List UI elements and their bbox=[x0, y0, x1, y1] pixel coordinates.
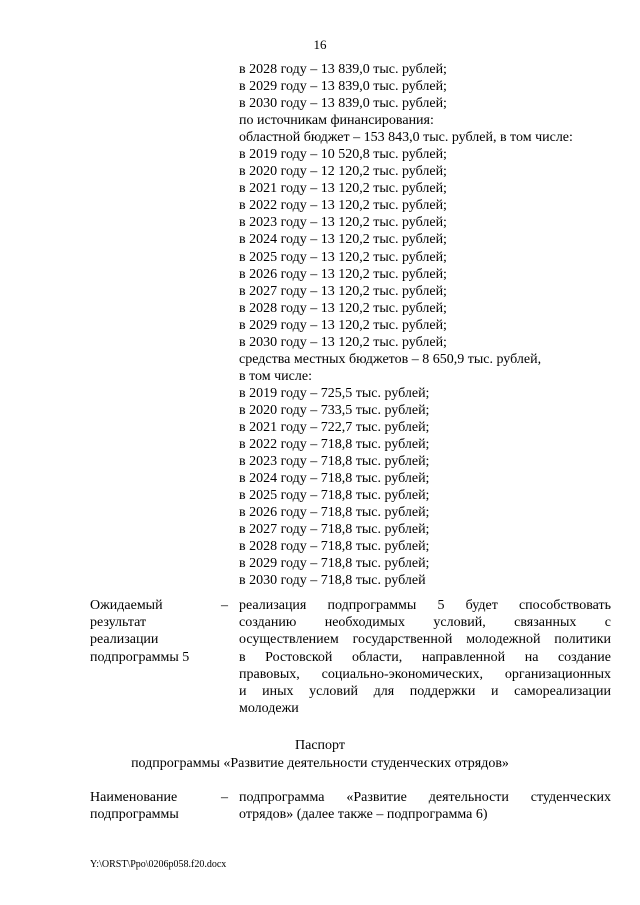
label-line: результат bbox=[90, 615, 147, 631]
separator-dash: – bbox=[221, 790, 228, 805]
text-line: в Ростовской области, направленной на создание bbox=[239, 649, 611, 665]
footer-file-path: Y:\ORST\Ppo\0206p058.f20.docx bbox=[90, 859, 227, 870]
funding-line: в 2028 году – 718,8 тыс. рублей; bbox=[239, 539, 430, 555]
text-line: молодежи bbox=[239, 701, 299, 717]
funding-line: по источникам финансирования: bbox=[239, 113, 434, 129]
funding-line: в 2026 году – 718,8 тыс. рублей; bbox=[239, 505, 430, 521]
passport-heading bbox=[0, 737, 640, 773]
text-line: подпрограмма «Развитие деятельности студенческих bbox=[239, 790, 611, 805]
funding-line: в 2030 году – 13 120,2 тыс. рублей; bbox=[239, 334, 447, 350]
funding-line: в 2021 году – 13 120,2 тыс. рублей; bbox=[239, 181, 447, 197]
expected-result-label bbox=[90, 597, 220, 666]
funding-line: областной бюджет – 153 843,0 тыс. рублей, в том числе: bbox=[239, 130, 573, 146]
funding-line: в 2024 году – 718,8 тыс. рублей; bbox=[239, 471, 430, 487]
funding-line: в 2022 году – 718,8 тыс. рублей; bbox=[239, 437, 430, 453]
funding-line: в 2025 году – 13 120,2 тыс. рублей; bbox=[239, 249, 447, 265]
funding-line: в 2027 году – 718,8 тыс. рублей; bbox=[239, 522, 430, 538]
text-line: созданию необходимых условий, связанных с bbox=[239, 615, 611, 631]
funding-line: в 2028 году – 13 120,2 тыс. рублей; bbox=[239, 300, 447, 316]
funding-line: в 2028 году – 13 839,0 тыс. рублей; bbox=[239, 62, 447, 77]
funding-line: в 2020 году – 733,5 тыс. рублей; bbox=[239, 402, 430, 418]
label-line: реализации bbox=[90, 632, 159, 648]
funding-breakdown bbox=[239, 61, 619, 589]
passport-title: Паспорт bbox=[295, 738, 345, 753]
subprogram-name-text bbox=[239, 789, 611, 823]
funding-line: в 2022 году – 13 120,2 тыс. рублей; bbox=[239, 198, 447, 214]
funding-line: в 2030 году – 718,8 тыс. рублей bbox=[239, 573, 426, 589]
funding-line: в 2019 году – 725,5 тыс. рублей; bbox=[239, 385, 430, 401]
funding-line: в 2024 году – 13 120,2 тыс. рублей; bbox=[239, 232, 447, 248]
text-line: осуществлением государственной молодежной политики bbox=[239, 632, 611, 648]
funding-line: в 2027 году – 13 120,2 тыс. рублей; bbox=[239, 283, 447, 299]
funding-line: в 2026 году – 13 120,2 тыс. рублей; bbox=[239, 266, 447, 282]
subprogram-name-label bbox=[90, 789, 220, 823]
funding-line: в 2020 году – 12 120,2 тыс. рублей; bbox=[239, 164, 447, 180]
text-line: и иных условий для поддержки и самореализации bbox=[239, 684, 611, 700]
funding-line: в 2023 году – 718,8 тыс. рублей; bbox=[239, 454, 430, 470]
text-line: реализация подпрограммы 5 будет способствовать bbox=[239, 598, 611, 613]
label-line: Ожидаемый bbox=[90, 598, 163, 613]
funding-line: в 2025 году – 718,8 тыс. рублей; bbox=[239, 488, 430, 504]
label-line: подпрограммы bbox=[90, 807, 179, 823]
label-line: подпрограммы 5 bbox=[90, 649, 190, 665]
label-line: Наименование bbox=[90, 790, 178, 805]
funding-line: в 2029 году – 13 120,2 тыс. рублей; bbox=[239, 317, 447, 333]
funding-line: средства местных бюджетов – 8 650,9 тыс. рублей, bbox=[239, 351, 542, 367]
funding-line: в 2019 году – 10 520,8 тыс. рублей; bbox=[239, 147, 447, 163]
funding-line: в том числе: bbox=[239, 368, 312, 384]
funding-line: в 2029 году – 718,8 тыс. рублей; bbox=[239, 556, 430, 572]
funding-line: в 2029 году – 13 839,0 тыс. рублей; bbox=[239, 79, 447, 95]
page-number: 16 bbox=[313, 37, 327, 52]
passport-subtitle: подпрограммы «Развитие деятельности студенческих отрядов» bbox=[131, 756, 509, 771]
funding-line: в 2021 году – 722,7 тыс. рублей; bbox=[239, 419, 430, 435]
text-line: правовых, социально-экономических, организационных bbox=[239, 666, 611, 682]
text-line: отрядов» (далее также – подпрограмма 6) bbox=[239, 807, 488, 823]
funding-line: в 2023 году – 13 120,2 тыс. рублей; bbox=[239, 215, 447, 231]
separator-dash: – bbox=[221, 598, 228, 613]
expected-result-text bbox=[239, 597, 611, 717]
funding-line: в 2030 году – 13 839,0 тыс. рублей; bbox=[239, 96, 447, 112]
